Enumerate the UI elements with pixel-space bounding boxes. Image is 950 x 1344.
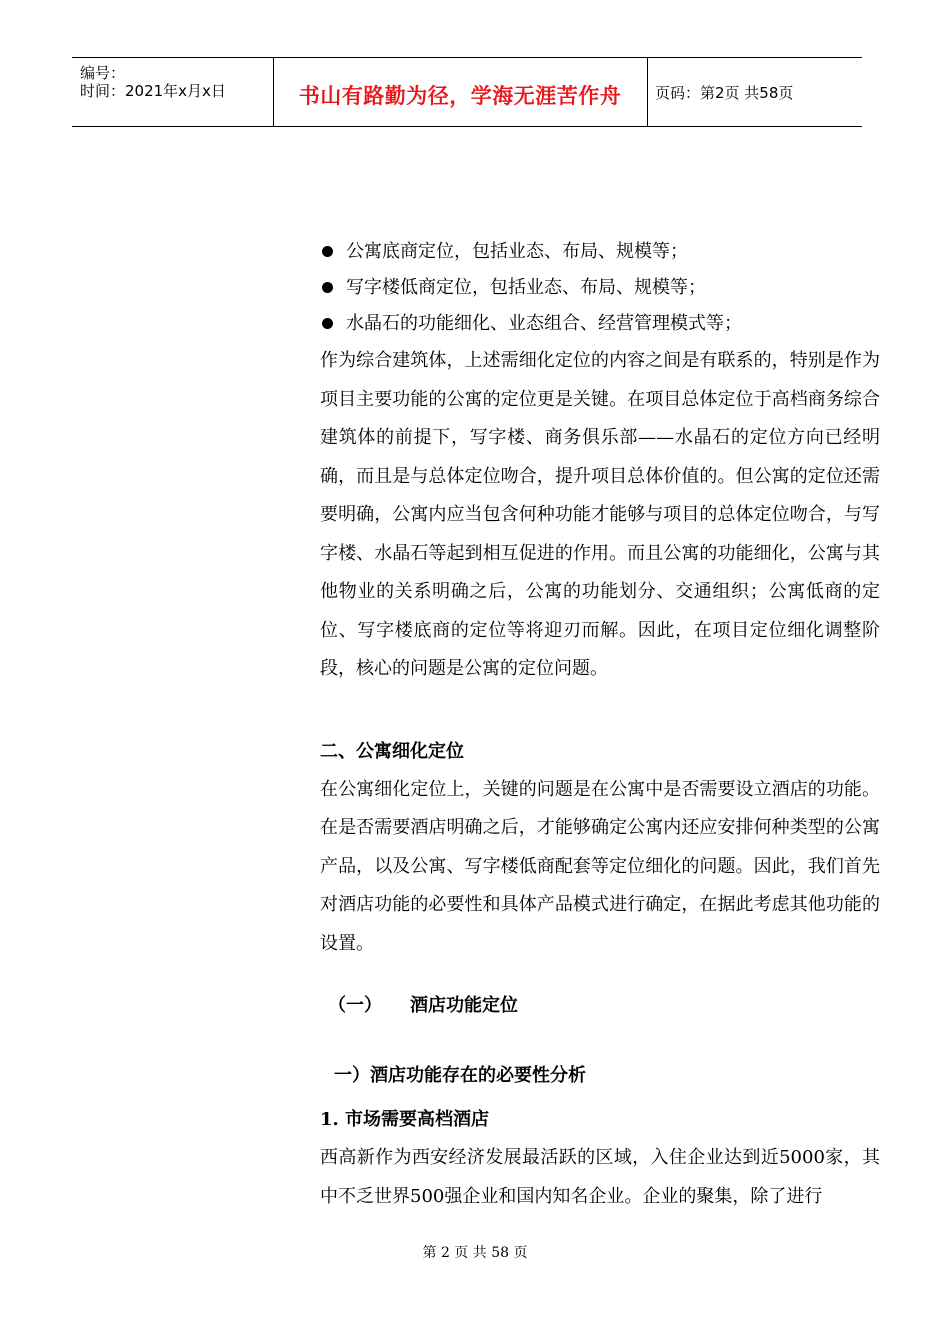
- header-motto: 书山有路勤为径，学海无涯苦作舟: [298, 84, 622, 108]
- header-page-number: 页码：第2页 共58页: [655, 84, 794, 102]
- paragraph-positioning-relations: 作为综合建筑体，上述需细化定位的内容之间是有联系的，特别是作为项目主要功能的公寓的定位更是关键。在项目总体定位于高档商务综合建筑体的前提下，写字楼、商务俱乐部——水晶石的定位方向已经明确，而且是与总体定位吻合，提升项目总体价值的。但公寓的定位还需要明确，公寓内应当包含何种功能才能够与项目的总体定位吻合，与写字楼、水晶石等起到相互促进的作用。而且公寓的功能细化，公寓与其他物业的关系明确之后，公寓的功能划分、交通组织；公寓低商的定位、写字楼底商的定位等将迎刃而解。因此，在项目定位细化调整阶段，核心的问题是公寓的定位问题。: [320, 350, 880, 679]
- subsection-number: （一）: [328, 995, 382, 1016]
- bullet-text: 水晶石的功能细化、业态组合、经营管理模式等；: [346, 313, 742, 334]
- sub-subsection-heading: 一）酒店功能存在的必要性分析: [334, 1065, 586, 1086]
- subsection-title: 酒店功能定位: [410, 995, 518, 1016]
- page-header: [72, 57, 862, 127]
- bullet-dot-icon: [322, 282, 333, 293]
- bullet-item: [320, 270, 880, 306]
- header-motto-cell: [273, 58, 648, 126]
- numbered-heading: 1. 市场需要高档酒店: [320, 1109, 490, 1130]
- paragraph-market-demand: 西高新作为西安经济发展最活跃的区域，入住企业达到近5000家，其中不乏世界500强企业和国内知名企业。企业的聚集，除了进行: [320, 1147, 880, 1207]
- bullet-item: [320, 306, 880, 342]
- header-info-cell: [72, 58, 274, 126]
- document-number-label: 编号：: [80, 64, 126, 82]
- page-footer: 第 2 页 共 58 页: [422, 1245, 528, 1261]
- subsection-heading: [320, 987, 880, 1025]
- bullet-text: 公寓底商定位，包括业态、布局、规模等；: [346, 241, 688, 262]
- paragraph-apartment-positioning: 在公寓细化定位上，关键的问题是在公寓中是否需要设立酒店的功能。在是否需要酒店明确之后，才能够确定公寓内还应安排何种类型的公寓产品，以及公寓、写字楼低商配套等定位细化的问题。因此，我们首先对酒店功能的必要性和具体产品模式进行确定，在据此考虑其他功能的设置。: [320, 778, 880, 954]
- bullet-dot-icon: [322, 318, 333, 329]
- bullet-item: [320, 234, 880, 270]
- header-page-cell: [647, 58, 862, 126]
- bullet-dot-icon: [322, 246, 333, 257]
- bullet-text: 写字楼低商定位，包括业态、布局、规模等；: [346, 277, 706, 298]
- document-time-label: 时间：2021年x月x日: [80, 82, 226, 100]
- section-heading: 二、公寓细化定位: [320, 740, 464, 762]
- document-body: [320, 234, 880, 1216]
